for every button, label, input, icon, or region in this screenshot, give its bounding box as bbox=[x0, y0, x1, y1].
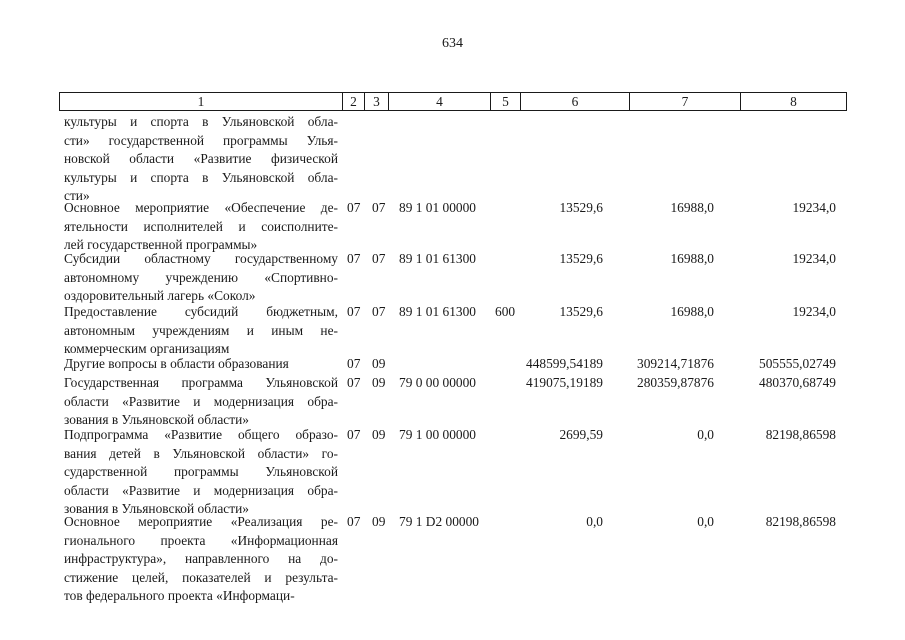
amount-year-2: 0,0 bbox=[697, 427, 714, 442]
target-article-code: 89 1 01 61300 bbox=[399, 251, 476, 266]
description-line: гионального проекта «Информационная bbox=[64, 532, 338, 548]
amount-year-2: 16988,0 bbox=[670, 251, 714, 266]
row-description bbox=[64, 426, 338, 519]
amount-year-2: 0,0 bbox=[697, 514, 714, 529]
row-description bbox=[64, 303, 338, 359]
description-line: коммерческим организациям bbox=[64, 341, 230, 357]
subsection-code: 09 bbox=[372, 427, 386, 442]
description-line: Государственная программа Ульяновской bbox=[64, 375, 338, 390]
amount-year-1: 13529,6 bbox=[559, 200, 603, 215]
description-line: области «Развитие и модернизация обра- bbox=[64, 393, 338, 409]
amount-year-2: 16988,0 bbox=[670, 200, 714, 215]
description-line: области «Развитие и модернизация обра- bbox=[64, 482, 338, 498]
header-col-6: 6 bbox=[521, 93, 630, 110]
row-description bbox=[64, 355, 338, 374]
page-number: 634 bbox=[442, 36, 463, 51]
description-line: ятельности исполнителей и соисполните- bbox=[64, 218, 338, 234]
row-description bbox=[64, 374, 338, 430]
description-line: инфраструктура», направленного на до- bbox=[64, 551, 338, 567]
target-article-code: 79 1 00 00000 bbox=[399, 427, 476, 442]
row-description bbox=[64, 513, 338, 606]
amount-year-3: 19234,0 bbox=[792, 200, 836, 215]
amount-year-1: 2699,59 bbox=[559, 427, 603, 442]
description-line: Основное мероприятие «Обеспечение де- bbox=[64, 200, 338, 215]
description-line: лей государственной программы» bbox=[64, 237, 258, 253]
subsection-code: 07 bbox=[372, 200, 386, 215]
row-description bbox=[64, 199, 338, 255]
section-code: 07 bbox=[347, 375, 361, 390]
target-article-code: 89 1 01 61300 bbox=[399, 304, 476, 319]
section-code: 07 bbox=[347, 514, 361, 529]
description-line: зования в Ульяновской области» bbox=[64, 501, 249, 517]
section-code: 07 bbox=[347, 427, 361, 442]
amount-year-3: 480370,68749 bbox=[759, 375, 836, 390]
section-code: 07 bbox=[347, 356, 361, 371]
amount-year-3: 82198,86598 bbox=[765, 427, 836, 442]
description-line: культуры и спорта в Ульяновской обла- bbox=[64, 169, 338, 185]
amount-year-2: 16988,0 bbox=[670, 304, 714, 319]
header-col-3: 3 bbox=[365, 93, 389, 110]
subsection-code: 09 bbox=[372, 514, 386, 529]
target-article-code: 79 0 00 00000 bbox=[399, 375, 476, 390]
section-code: 07 bbox=[347, 304, 361, 319]
header-col-2: 2 bbox=[343, 93, 365, 110]
header-col-8: 8 bbox=[790, 94, 797, 109]
section-code: 07 bbox=[347, 200, 361, 215]
amount-year-1: 448599,54189 bbox=[526, 356, 603, 371]
description-line: вания детей в Ульяновской области» го- bbox=[64, 445, 338, 461]
table-header-row bbox=[59, 92, 847, 111]
subsection-code: 07 bbox=[372, 251, 386, 266]
amount-year-3: 82198,86598 bbox=[765, 514, 836, 529]
amount-year-1: 13529,6 bbox=[559, 304, 603, 319]
description-line: оздоровительный лагерь «Сокол» bbox=[64, 288, 256, 304]
header-col-4: 4 bbox=[389, 93, 491, 110]
header-col-5: 5 bbox=[491, 93, 521, 110]
header-col-7: 7 bbox=[630, 93, 741, 110]
description-line: стижение целей, показателей и результа- bbox=[64, 569, 338, 585]
subsection-code: 09 bbox=[372, 356, 386, 371]
description-line: зования в Ульяновской области» bbox=[64, 412, 249, 428]
description-line: новской области «Развитие физической bbox=[64, 151, 338, 167]
amount-year-3: 19234,0 bbox=[792, 304, 836, 319]
amount-year-2: 280359,87876 bbox=[637, 375, 714, 390]
amount-year-1: 419075,19189 bbox=[526, 375, 603, 390]
subsection-code: 07 bbox=[372, 304, 386, 319]
target-article-code: 79 1 D2 00000 bbox=[399, 514, 479, 529]
description-line: Основное мероприятие «Реализация ре- bbox=[64, 514, 338, 529]
subsection-code: 09 bbox=[372, 375, 386, 390]
description-line: Подпрограмма «Развитие общего образо- bbox=[64, 427, 338, 442]
description-line: Другие вопросы в области образования bbox=[64, 356, 289, 371]
row-description bbox=[64, 113, 338, 206]
amount-year-1: 13529,6 bbox=[559, 251, 603, 266]
description-line: тов федерального проекта «Информаци- bbox=[64, 588, 295, 604]
amount-year-2: 309214,71876 bbox=[637, 356, 714, 371]
row-description bbox=[64, 250, 338, 306]
target-article-code: 89 1 01 00000 bbox=[399, 200, 476, 215]
description-line: автономному учреждению «Спортивно- bbox=[64, 269, 338, 285]
description-line: сти» государственной программы Улья- bbox=[64, 132, 338, 148]
description-line: Предоставление субсидий бюджетным, bbox=[64, 304, 338, 319]
header-col-1: 1 bbox=[60, 93, 343, 110]
description-line: сти» bbox=[64, 188, 90, 204]
amount-year-3: 19234,0 bbox=[792, 251, 836, 266]
description-line: Субсидии областному государственному bbox=[64, 251, 338, 266]
section-code: 07 bbox=[347, 251, 361, 266]
description-line: сударственной программы Ульяновской bbox=[64, 464, 338, 480]
expense-type-code: 600 bbox=[495, 304, 516, 319]
amount-year-3: 505555,02749 bbox=[759, 356, 836, 371]
description-line: культуры и спорта в Ульяновской обла- bbox=[64, 114, 338, 129]
amount-year-1: 0,0 bbox=[586, 514, 603, 529]
description-line: автономным учреждениям и иным не- bbox=[64, 322, 338, 338]
